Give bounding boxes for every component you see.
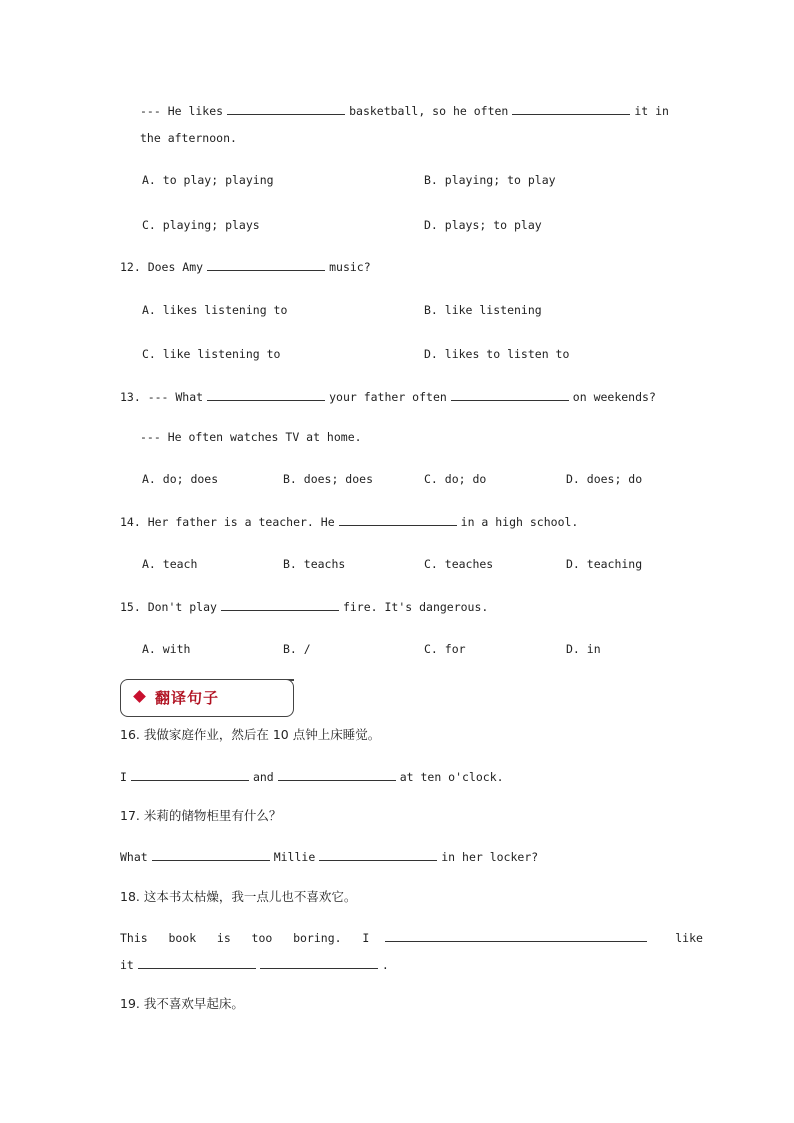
q11-option-d[interactable]: D. plays; to play bbox=[424, 218, 542, 232]
q15-text-a: 15. Don't play bbox=[120, 600, 217, 614]
q11-option-a[interactable]: A. to play; playing bbox=[142, 173, 274, 187]
q12-text-a: 12. Does Amy bbox=[120, 260, 204, 274]
q18-text-c: it bbox=[120, 958, 134, 972]
q15-stem bbox=[120, 599, 488, 615]
q12-option-a[interactable]: A. likes listening to bbox=[142, 303, 288, 317]
q15-option-a[interactable]: A. with bbox=[142, 642, 191, 656]
q14-option-a[interactable]: A. teach bbox=[142, 557, 198, 571]
q11-option-c[interactable]: C. playing; plays bbox=[142, 218, 260, 232]
q16-blank-1[interactable] bbox=[131, 769, 249, 781]
q13-text-c: on weekends? bbox=[572, 390, 656, 404]
q18-text-a: This book is too boring. I bbox=[120, 931, 370, 945]
q11-text-c: it in bbox=[634, 104, 669, 118]
q11-blank-2[interactable] bbox=[512, 103, 630, 115]
q14-option-b[interactable]: B. teachs bbox=[283, 557, 346, 571]
q14-blank[interactable] bbox=[339, 514, 457, 526]
q13-stem bbox=[120, 389, 656, 405]
q16-text-a: I bbox=[120, 770, 127, 784]
q18-blank-2[interactable] bbox=[138, 957, 256, 969]
q11-text-b: basketball, so he often bbox=[349, 104, 509, 118]
q11-blank-1[interactable] bbox=[227, 103, 345, 115]
q16-chinese-sentence: 16. 我做家庭作业，然后在 10 点钟上床睡觉。 bbox=[120, 727, 381, 742]
q18-chinese-sentence: 18. 这本书太枯燥，我一点儿也不喜欢它。 bbox=[120, 889, 357, 904]
q18-blank-wide[interactable] bbox=[385, 930, 647, 942]
q14-option-c[interactable]: C. teaches bbox=[424, 557, 494, 571]
q13-option-b[interactable]: B. does; does bbox=[283, 472, 374, 486]
q15-blank[interactable] bbox=[221, 599, 339, 611]
section-title: 翻译句子 bbox=[155, 689, 220, 707]
section-header bbox=[120, 679, 294, 717]
q18-blank-3[interactable] bbox=[260, 957, 378, 969]
q18-period: . bbox=[381, 958, 389, 972]
q11-stem bbox=[140, 103, 669, 119]
q16-text-b: and bbox=[252, 770, 274, 784]
q13-option-a[interactable]: A. do; does bbox=[142, 472, 219, 486]
q17-text-c: in her locker? bbox=[441, 850, 539, 864]
diamond-bullet-icon bbox=[133, 690, 146, 703]
q13-blank-1[interactable] bbox=[207, 389, 325, 401]
q17-english-line bbox=[120, 849, 538, 865]
q13-text-a: 13. --- What bbox=[120, 390, 204, 404]
q15-option-b[interactable]: B. / bbox=[283, 642, 311, 656]
q14-option-d[interactable]: D. teaching bbox=[566, 557, 643, 571]
q18-english-line-2 bbox=[120, 957, 389, 973]
q16-english-line bbox=[120, 769, 504, 785]
q12-text-b: music? bbox=[329, 260, 371, 274]
q18-english-line-1 bbox=[120, 930, 703, 946]
q11-stem-line2: the afternoon. bbox=[140, 131, 237, 145]
q12-option-c[interactable]: C. like listening to bbox=[142, 347, 281, 361]
q15-text-b: fire. It's dangerous. bbox=[342, 600, 489, 614]
q14-stem bbox=[120, 514, 578, 530]
q17-blank-1[interactable] bbox=[152, 849, 270, 861]
q16-text-c: at ten o'clock. bbox=[399, 770, 504, 784]
q15-option-d[interactable]: D. in bbox=[566, 642, 601, 656]
q17-chinese-sentence: 17. 米莉的储物柜里有什么？ bbox=[120, 808, 282, 823]
q19-chinese-sentence: 19. 我不喜欢早起床。 bbox=[120, 996, 244, 1011]
q18-text-b: like bbox=[675, 931, 703, 945]
q12-option-d[interactable]: D. likes to listen to bbox=[424, 347, 570, 361]
q11-option-b[interactable]: B. playing; to play bbox=[424, 173, 556, 187]
q13-option-c[interactable]: C. do; do bbox=[424, 472, 487, 486]
q17-text-b: Millie bbox=[273, 850, 316, 864]
q11-text-a: --- He likes bbox=[140, 104, 224, 118]
q12-stem bbox=[120, 259, 371, 275]
q13-blank-2[interactable] bbox=[451, 389, 569, 401]
q13-text-b: your father often bbox=[329, 390, 447, 404]
q12-option-b[interactable]: B. like listening bbox=[424, 303, 542, 317]
q15-option-c[interactable]: C. for bbox=[424, 642, 466, 656]
q14-text-b: in a high school. bbox=[460, 515, 579, 529]
q13-answer-line: --- He often watches TV at home. bbox=[140, 430, 362, 444]
q17-blank-2[interactable] bbox=[319, 849, 437, 861]
q16-blank-2[interactable] bbox=[278, 769, 396, 781]
q14-text-a: 14. Her father is a teacher. He bbox=[120, 515, 335, 529]
q12-blank[interactable] bbox=[207, 259, 325, 271]
q17-text-a: What bbox=[120, 850, 148, 864]
q13-option-d[interactable]: D. does; do bbox=[566, 472, 643, 486]
